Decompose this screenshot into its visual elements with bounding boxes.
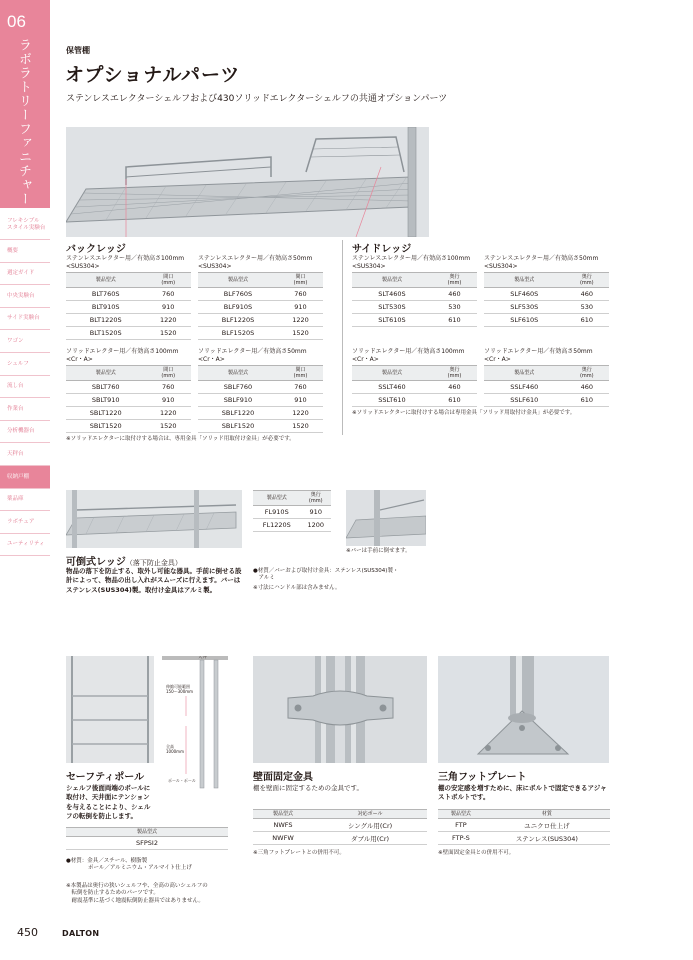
table-cell: BLT760S [66,288,145,301]
page-number: 450 [17,926,38,939]
fold-ledge-table [253,490,331,532]
sidebar-item[interactable]: 流し台 [0,376,50,399]
sidebar-item[interactable]: フレキシブル スタイル実験台 [0,210,50,240]
table-row [66,837,228,850]
table-cell: 530 [432,301,477,314]
table-cell: FL1220S [253,519,301,532]
table-caption: ソリッドエレクター用／有効高さ50mm <Cr・A> [198,348,307,363]
table-cell: 1520 [145,327,191,340]
brand-logo: DALTON [62,929,100,938]
table-cell: 760 [278,381,323,394]
foot-plate-heading: 三角フットプレート [438,772,527,783]
table-cell: SLF610S [484,314,565,327]
table-row [484,314,609,327]
table-caption: ステンレスエレクター用／有効高さ100mm <SUS304> [352,255,471,270]
table-cell: 460 [432,288,477,301]
table-caption: ソリッドエレクター用／有効高さ50mm <Cr・A> [484,348,593,363]
table-cell: SLT530S [352,301,432,314]
section-divider [342,240,343,435]
page-subtitle: ステンレスエレクターシェルフおよび430ソリッドエレクターシェルフの共通オプションパーツ [66,94,448,104]
column-header: 間口 (mm) [278,366,323,381]
table-row [352,381,477,394]
table-cell: NWFW [253,832,313,845]
side-ledge-heading: サイドレッジ [352,244,412,255]
wall-bracket-photo [253,656,427,763]
fold-ledge-title-sub: （落下防止金具） [125,559,182,567]
wall-bracket-heading: 壁面固定金具 [253,772,313,783]
safety-pole-table [66,827,228,850]
sidebar-item[interactable]: 中央実験台 [0,285,50,308]
table-row [438,819,610,832]
table-row [66,407,191,420]
diagram-label-range: 伸縮可能範囲 150〜300mm [166,684,194,695]
column-header: 製品型式 [66,366,145,381]
table-cell: ダブル用(Cr) [313,832,427,845]
back-ledge-heading: バックレッジ [66,244,126,255]
table-cell: 610 [565,314,609,327]
foot-plate-note: ※壁面固定金具との併用不可。 [438,850,515,856]
safety-pole-description: シェルフ後面両端のポールに取付け、天井面にテンションを与えることにより、シェルフの転倒を防止します。 [66,784,151,821]
table-caption: ステンレスエレクター用／有効高さ100mm <SUS304> [66,255,185,270]
table-cell: 910 [145,394,191,407]
spec-table [352,272,477,327]
column-header: 製品型式 [484,366,565,381]
table-cell: FTP [438,819,484,832]
table-cell: SLT610S [352,314,432,327]
table-row [352,394,477,407]
column-header: 製品型式 [352,273,432,288]
spec-table [198,365,323,433]
column-header: 間口 (mm) [145,366,191,381]
table-cell: BLT1520S [66,327,145,340]
wall-bracket-description: 棚を壁面に固定するための金具です。 [253,784,363,792]
table-cell: 910 [145,301,191,314]
sidebar-nav [0,210,50,556]
diagram-label-top: 天井 [198,656,207,660]
safety-pole-illustration [66,656,154,763]
table-cell: SLF530S [484,301,565,314]
table-cell: 760 [145,381,191,394]
table-row [438,832,610,845]
table-row [253,519,331,532]
wall-bracket-note: ※三角フットプレートとの併用不可。 [253,850,345,856]
fold-ledge-detail-photo [346,490,426,546]
table-cell: SSLF610 [484,394,565,407]
table-cell: 460 [432,381,477,394]
fold-ledge-photo-note: ※バーは手前に倒せます。 [346,548,411,554]
table-row [484,381,609,394]
table-row [484,301,609,314]
table-cell: 1200 [301,519,331,532]
table-cell: 610 [432,394,477,407]
sidebar-item[interactable]: 収納戸棚 [0,466,50,489]
fold-ledge-description: 物品の落下を防止する、取外し可能な器具。手前に倒せる設計によって、物品の出し入れがスムーズに行えます。バーはステンレス(SUS304)製。取付け金具はアルミ製。 [66,567,242,594]
table-cell: SBLF910 [198,394,278,407]
sidebar-item[interactable]: ワゴン [0,330,50,353]
sidebar-item[interactable]: 作業台 [0,398,50,421]
column-header: 奥行 (mm) [432,366,477,381]
sidebar-item[interactable]: シェルフ [0,353,50,376]
table-cell: SSLT610 [352,394,432,407]
spec-table [484,365,609,407]
table-cell: 460 [565,288,609,301]
table-cell: BLF760S [198,288,278,301]
table-cell: 910 [301,506,331,519]
table-row [253,832,427,845]
table-row [66,394,191,407]
column-header: 奥行 (mm) [565,366,609,381]
column-header: 奥行 (mm) [565,273,609,288]
diagram-label-height: 全高 1000mm [166,744,184,755]
table-row [198,314,323,327]
table-cell: 1220 [278,407,323,420]
fold-ledge-title: 可倒式レッジ [66,557,126,568]
table-row [484,288,609,301]
fold-ledge-detail-illustration [346,490,426,546]
table-cell: ステンレス(SUS304) [484,832,610,845]
safety-pole-material: ●材質：金具／スチール、樹脂製 ポール／アルミニウム・アルマイト仕上げ [66,858,192,872]
safety-pole-heading: セーフティポール [66,772,145,783]
fold-ledge-illustration [66,490,242,548]
table-cell: 1220 [145,407,191,420]
table-row [198,288,323,301]
column-header: 材質 [484,810,610,819]
table-cell: 610 [565,394,609,407]
column-header: 対応ポール [313,810,427,819]
table-cell: 610 [432,314,477,327]
back-ledge-note: ※ソリッドエレクターに取付けする場合は、専用金具「ソリッド用取付け金具」が必要です。 [66,436,295,442]
column-header: 製品型式 [66,273,145,288]
table-row [66,301,191,314]
column-header: 間口 (mm) [145,273,191,288]
table-cell: FTP-S [438,832,484,845]
spec-table [66,365,191,433]
table-row [198,407,323,420]
column-header: 製品型式 [198,273,278,288]
column-header: 奥行 (mm) [301,491,331,506]
table-cell: 1520 [145,420,191,433]
foot-plate-photo [438,656,609,763]
table-cell: 910 [278,301,323,314]
table-cell: 760 [145,288,191,301]
safety-pole-note: ※本製品は奥行の狭いシェルフや、全高の高いシェルフの 転倒を防止するためのパーツです。 耐震基準に基づく地震転倒防止器具ではありません。 [66,883,208,904]
column-header: 製品型式 [198,366,278,381]
table-cell: SSLT460 [352,381,432,394]
table-cell: 1520 [278,420,323,433]
spec-table [484,272,609,327]
chapter-number: 06 [7,12,26,31]
table-row [198,420,323,433]
table-cell: シングル用(Cr) [313,819,427,832]
spec-table [66,272,191,340]
table-cell: SLT460S [352,288,432,301]
table-cell: 910 [278,394,323,407]
wall-bracket-table [253,809,427,845]
table-caption: ソリッドエレクター用／有効高さ100mm <Cr・A> [66,348,179,363]
sidebar-item[interactable]: 概要 [0,240,50,263]
chapter-title: ラボラトリーファニチャー [16,38,31,206]
fold-ledge-size-note: ※寸法にハンドル部は含みません。 [253,585,341,591]
sidebar-item[interactable]: 天秤台 [0,443,50,466]
sidebar-item[interactable]: サイド実験台 [0,308,50,331]
sidebar-chapter-block [0,0,50,208]
spec-table [352,365,477,407]
table-cell: SBLT760 [66,381,145,394]
table-cell: ユニクロ仕上げ [484,819,610,832]
column-header: 製品型式 [66,828,228,837]
table-row [198,301,323,314]
table-cell: SBLF1220 [198,407,278,420]
sidebar-item[interactable]: 週定ガイド [0,263,50,286]
sidebar-item[interactable]: ラボチェア [0,511,50,534]
table-cell: BLF1520S [198,327,278,340]
table-row [66,420,191,433]
table-cell: SBLF760 [198,381,278,394]
table-caption: ソリッドエレクター用／有効高さ100mm <Cr・A> [352,348,465,363]
safety-pole-photo [66,656,154,763]
table-row [198,394,323,407]
safety-pole-diagram [162,656,228,790]
sidebar-item[interactable]: ユーティリティ [0,534,50,557]
table-cell: SSLF460 [484,381,565,394]
table-row [352,314,477,327]
table-row [253,506,331,519]
ledge-photo [66,127,429,237]
table-row [352,288,477,301]
column-header: 間口 (mm) [278,273,323,288]
table-row [66,327,191,340]
side-ledge-note: ※ソリッドエレクターに取付けする場合は専用金具「ソリッド用取付け金具」が必要です。 [352,410,576,416]
table-row [484,394,609,407]
sidebar [0,0,50,960]
table-cell: 460 [565,381,609,394]
spec-table [198,272,323,340]
table-cell: FL910S [253,506,301,519]
column-header: 製品型式 [438,810,484,819]
table-row [198,327,323,340]
category-label: 保管棚 [66,46,90,55]
table-row [66,314,191,327]
fold-ledge-photo [66,490,242,548]
table-row [66,381,191,394]
table-row [66,288,191,301]
table-caption: ステンレスエレクター用／有効高さ50mm <SUS304> [484,255,599,270]
wall-bracket-illustration [253,656,427,763]
table-cell: 530 [565,301,609,314]
foot-plate-description: 棚の安定感を増すために、床にボルトで固定できるアジャストボルトです。 [438,784,607,802]
table-cell: SBLT910 [66,394,145,407]
table-cell: 760 [278,288,323,301]
shelf-ledge-illustration [66,127,429,237]
table-cell: SBLT1520 [66,420,145,433]
table-cell: NWFS [253,819,313,832]
table-row [253,819,427,832]
sidebar-item[interactable]: 分析機器台 [0,421,50,444]
page-title: オプショナルパーツ [65,64,241,86]
table-cell: SBLF1520 [198,420,278,433]
foot-plate-table [438,809,610,845]
fold-ledge-heading [66,553,182,568]
column-header: 製品型式 [253,810,313,819]
table-cell: 1520 [278,327,323,340]
table-cell: SBLT1220 [66,407,145,420]
table-row [352,301,477,314]
fold-ledge-material: ●材質／バーおよび取付け金具：ステンレス(SUS304)製・ アルミ [253,568,399,582]
diagram-label-bottom: ポール・ポール [168,778,196,783]
column-header: 製品型式 [352,366,432,381]
table-row [198,381,323,394]
table-cell: 1220 [145,314,191,327]
foot-plate-illustration [438,656,609,763]
table-caption: ステンレスエレクター用／有効高さ50mm <SUS304> [198,255,313,270]
column-header: 奥行 (mm) [432,273,477,288]
safety-pole-diagram-svg [162,656,228,790]
table-cell: SFPSI2 [66,837,228,850]
table-cell: SLF460S [484,288,565,301]
sidebar-item[interactable]: 薬品庫 [0,489,50,512]
table-cell: BLT1220S [66,314,145,327]
table-cell: BLF1220S [198,314,278,327]
table-cell: 1220 [278,314,323,327]
table-cell: BLT910S [66,301,145,314]
table-cell: BLF910S [198,301,278,314]
column-header: 製品型式 [253,491,301,506]
column-header: 製品型式 [484,273,565,288]
